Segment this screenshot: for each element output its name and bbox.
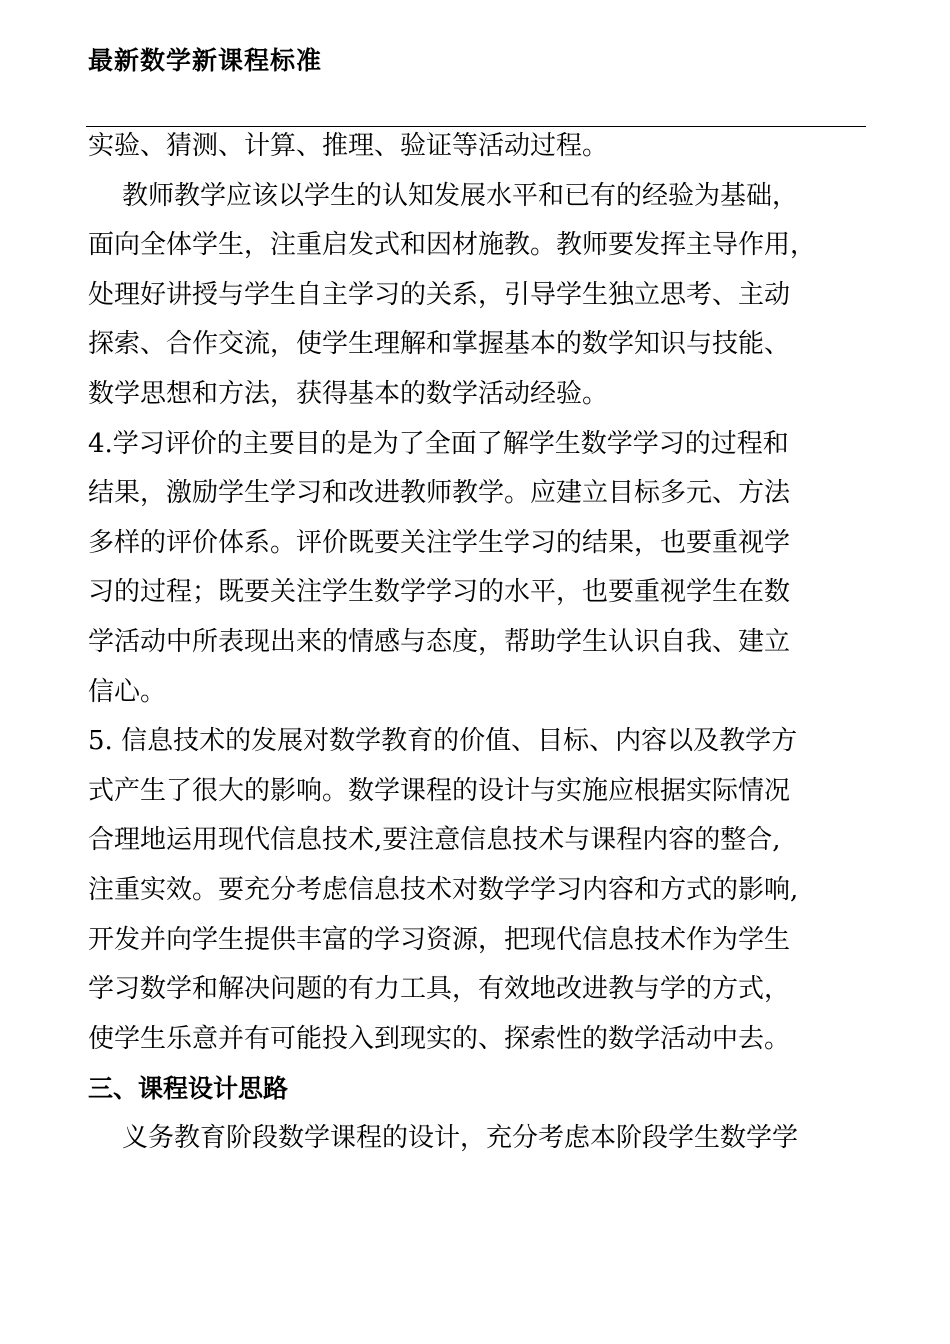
text-line: 学活动中所表现出来的情感与态度，帮助学生认识自我、建立 [88,626,791,657]
list-item-5-first-line: 5. 信息技术的发展对数学教育的价值、目标、内容以及教学方 [88,726,798,757]
text-line: 探索、合作交流，使学生理解和掌握基本的数学知识与技能、 [88,329,791,360]
text-line: 面向全体学生，注重启发式和因材施教。教师要发挥主导作用， [88,230,817,261]
text-line: 数学思想和方法，获得基本的数学活动经验。 [88,378,609,409]
section-heading: 三、课程设计思路 [88,1074,289,1104]
paragraph-first-line: 教师教学应该以学生的认知发展水平和已有的经验为基础， [122,180,799,211]
paragraph-first-line: 义务教育阶段数学课程的设计，充分考虑本阶段学生数学学 [122,1122,799,1153]
text-line: 注重实效。要充分考虑信息技术对数学学习内容和方式的影响, [88,874,799,905]
text-line: 学习数学和解决问题的有力工具，有效地改进教与学的方式， [88,974,791,1005]
list-item-4-first-line: 4.学习评价的主要目的是为了全面了解学生数学学习的过程和 [88,428,789,459]
text-line: 习的过程；既要关注学生数学学习的水平，也要重视学生在数 [88,577,791,608]
text-line: 结果，激励学生学习和改进教师教学。应建立目标多元、方法 [88,478,791,509]
text-line: 实验、猜测、计算、推理、验证等活动过程。 [88,131,609,161]
text-line: 多样的评价体系。评价既要关注学生学习的结果，也要重视学 [88,527,791,558]
text-line: 处理好讲授与学生自主学习的关系，引导学生独立思考、主动 [88,279,791,310]
body-text [88,122,864,1163]
text-line: 合理地运用现代信息技术,要注意信息技术与课程内容的整合, [88,825,781,856]
text-line: 使学生乐意并有可能投入到现实的、探索性的数学活动中去。 [88,1023,791,1054]
text-line: 式产生了很大的影响。数学课程的设计与实施应根据实际情况 [88,775,791,806]
page-header-title: 最新数学新课程标准 [88,46,323,75]
text-line: 信心。 [88,676,167,707]
text-line: 开发并向学生提供丰富的学习资源，把现代信息技术作为学生 [88,924,791,955]
